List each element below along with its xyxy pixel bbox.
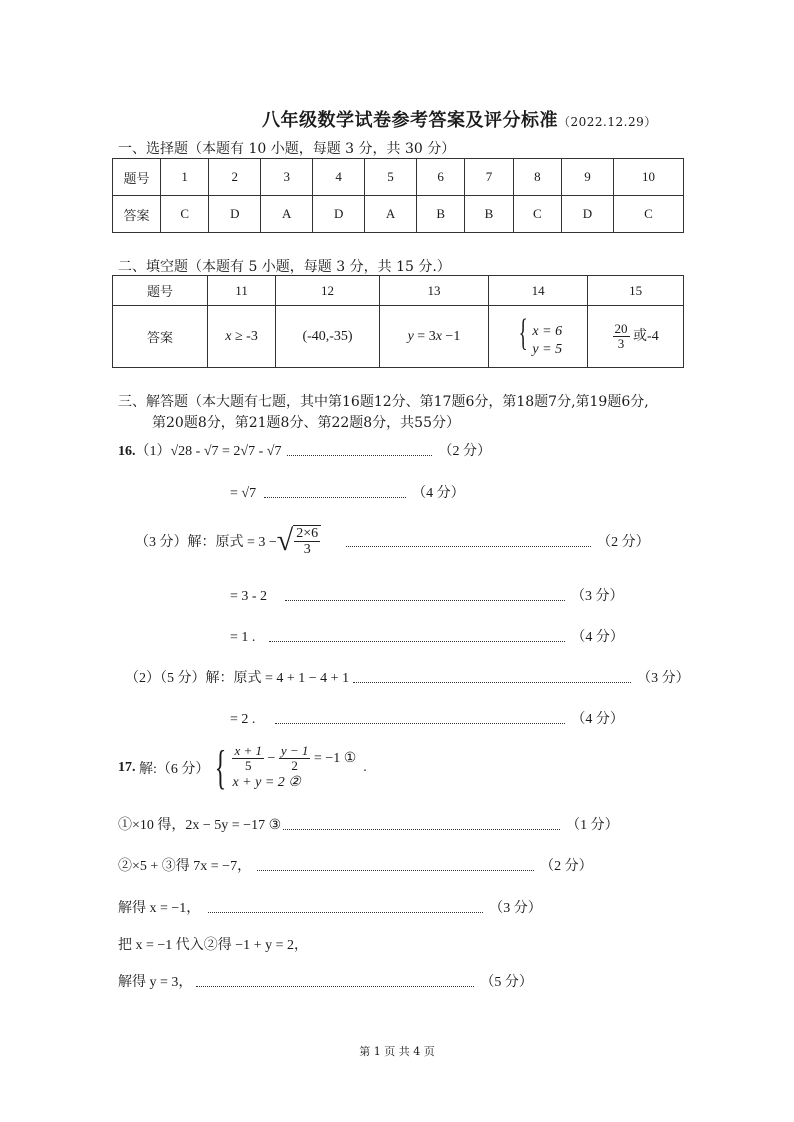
table-row [113, 276, 684, 306]
dotted-leader [287, 454, 432, 456]
numerator: 20 [614, 320, 628, 336]
q16-line2 [230, 482, 465, 502]
dotted-leader [283, 828, 560, 830]
row-header: 题号 [113, 276, 208, 306]
score: （2 分） [597, 535, 650, 551]
page-title [262, 106, 657, 132]
q17-line1 [118, 814, 619, 834]
denominator: 3 [617, 336, 625, 351]
section2-heading: 二、填空题（本题有 5 小题，每题 3 分，共 15 分.） [118, 259, 451, 275]
dotted-leader [257, 869, 534, 871]
expression: ②×5 + ③得 7x = −7， [118, 859, 252, 874]
answer-text: ≥ -3 [231, 328, 258, 344]
score: （5 分） [480, 975, 533, 990]
row-header: 题号 [113, 159, 161, 196]
numerator: 2×6 [296, 526, 319, 541]
q16-line3 [135, 525, 650, 558]
table-row [113, 196, 684, 233]
question-number: 8 [513, 159, 561, 196]
multiple-choice-answer-table [112, 158, 684, 233]
question-number: 7 [465, 159, 513, 196]
answer-var: x [435, 328, 442, 344]
score: （4 分） [412, 486, 465, 501]
denominator: 3 [303, 542, 311, 558]
answer-cell: B [465, 196, 513, 233]
dotted-leader [196, 985, 474, 987]
question-number: 4 [313, 159, 365, 196]
q16-line4 [230, 585, 624, 605]
equation-1: $\frac{x + 1}{5}$ − $\frac{y - 1}{2}$ = −1 ① [234, 743, 357, 774]
q17-line5 [118, 971, 533, 991]
denominator: 5 [244, 758, 252, 774]
answer-cell: D [313, 196, 365, 233]
equation-line: x = 6 [532, 324, 563, 340]
answer-cell: (-40,-35) [276, 306, 380, 368]
exam-date: （2022.12.29） [558, 115, 657, 129]
part-label: （1） [135, 444, 171, 459]
answer-cell [379, 306, 488, 368]
answer-text: = 3 [413, 328, 436, 344]
q17-line2 [118, 855, 593, 875]
q17-line3 [118, 897, 542, 917]
numerator: y − 1 [280, 743, 309, 759]
dotted-leader [269, 640, 565, 642]
expression: 解得 x = −1， [118, 901, 201, 916]
expression: （2）（5 分）解：原式 = 4 + 1 − 4 + 1 [125, 671, 350, 686]
answer-cell: A [365, 196, 417, 233]
equation-rest: = −1 ① [313, 751, 357, 767]
equation-system [232, 744, 356, 792]
brace-symbol: { [518, 311, 528, 354]
section3-heading-line2: 第20题8分，第21题8分、第22题8分，共55分） [152, 415, 460, 431]
fraction [232, 744, 264, 774]
numerator: x + 1 [234, 743, 262, 759]
answer-cell: B [417, 196, 465, 233]
expression: （3 分）解：原式 = 3 − [135, 535, 277, 551]
answer-cell [488, 306, 587, 368]
answer-cell: C [161, 196, 209, 233]
score: （1 分） [566, 818, 619, 833]
page-footer: 第 1 页 共 4 页 [359, 1045, 435, 1058]
dotted-leader [264, 496, 406, 498]
question-number: 5 [365, 159, 417, 196]
sqrt-symbol: √ [276, 524, 294, 558]
equation-2: x + y = 2 ② [232, 774, 301, 790]
answer-text: −1 [441, 328, 461, 344]
title-text: 八年级数学试卷参考答案及评分标准 [262, 110, 558, 131]
question-label: 17. [118, 760, 136, 775]
section3-heading-line1: 三、解答题（本大题有七题，其中第16题12分、第17题6分，第18题7分,第19题6分, [118, 394, 649, 410]
period: . [363, 760, 367, 775]
score: （3 分） [489, 901, 542, 916]
expression: 解得 y = 3， [118, 975, 193, 990]
table-row [113, 159, 684, 196]
equation-system [532, 323, 562, 359]
expression: = 1 . [230, 630, 256, 645]
fraction [279, 744, 311, 774]
q16-line1 [118, 440, 491, 460]
answer-text: 或-4 [633, 328, 659, 344]
expression: √28 - √7 = 2√7 - √7 [170, 444, 282, 459]
equation-line: y = 5 [532, 342, 563, 358]
dotted-leader [353, 681, 631, 683]
question-number: 13 [379, 276, 488, 306]
question-number: 14 [488, 276, 587, 306]
answer-cell: A [261, 196, 313, 233]
question-number: 6 [417, 159, 465, 196]
table-row [113, 306, 684, 368]
answer-cell [588, 306, 684, 368]
fraction [293, 525, 321, 558]
fill-in-answer-table [112, 275, 684, 368]
denominator: 2 [291, 758, 298, 774]
fraction [613, 322, 630, 352]
answer-var: x [225, 328, 232, 344]
q17-line4 [118, 934, 308, 954]
expression: = 3 - 2 [230, 589, 268, 604]
score: （3 分） [571, 589, 624, 604]
dotted-leader [346, 545, 591, 547]
expression: = 2 . [230, 712, 256, 727]
score: （3 分） [637, 671, 690, 686]
answer-cell: C [513, 196, 561, 233]
q16-line7 [230, 708, 624, 728]
q17-system [118, 741, 367, 794]
section1-heading: 一、选择题（本题有 10 小题，每题 3 分，共 30 分） [118, 141, 456, 157]
q16-line6 [125, 667, 690, 687]
question-number: 2 [209, 159, 261, 196]
score: （2 分） [438, 444, 491, 459]
answer-cell: C [613, 196, 683, 233]
question-label: 16. [118, 444, 136, 459]
dotted-leader [285, 599, 565, 601]
answer-cell [208, 306, 276, 368]
intro-text: 解:（6 分） [139, 762, 210, 777]
q16-line5 [230, 626, 624, 646]
row-header: 答案 [113, 306, 208, 368]
expression: = √7 [230, 486, 257, 501]
question-number: 1 [161, 159, 209, 196]
expression: ①×10 得，2x − 5y = −17 ③ [118, 818, 282, 833]
brace-symbol: { [215, 741, 227, 794]
question-number: 12 [276, 276, 380, 306]
answer-cell: D [209, 196, 261, 233]
question-number: 9 [562, 159, 614, 196]
score: （2 分） [540, 859, 593, 874]
question-number: 3 [261, 159, 313, 196]
row-header: 答案 [113, 196, 161, 233]
dotted-leader [208, 911, 483, 913]
question-number: 10 [613, 159, 683, 196]
question-number: 11 [208, 276, 276, 306]
answer-cell: D [562, 196, 614, 233]
answer-var: y [407, 328, 414, 344]
score: （4 分） [571, 630, 624, 645]
question-number: 15 [588, 276, 684, 306]
dotted-leader [275, 722, 565, 724]
expression: 把 x = −1 代入②得 −1 + y = 2， [118, 938, 308, 953]
score: （4 分） [571, 712, 624, 727]
